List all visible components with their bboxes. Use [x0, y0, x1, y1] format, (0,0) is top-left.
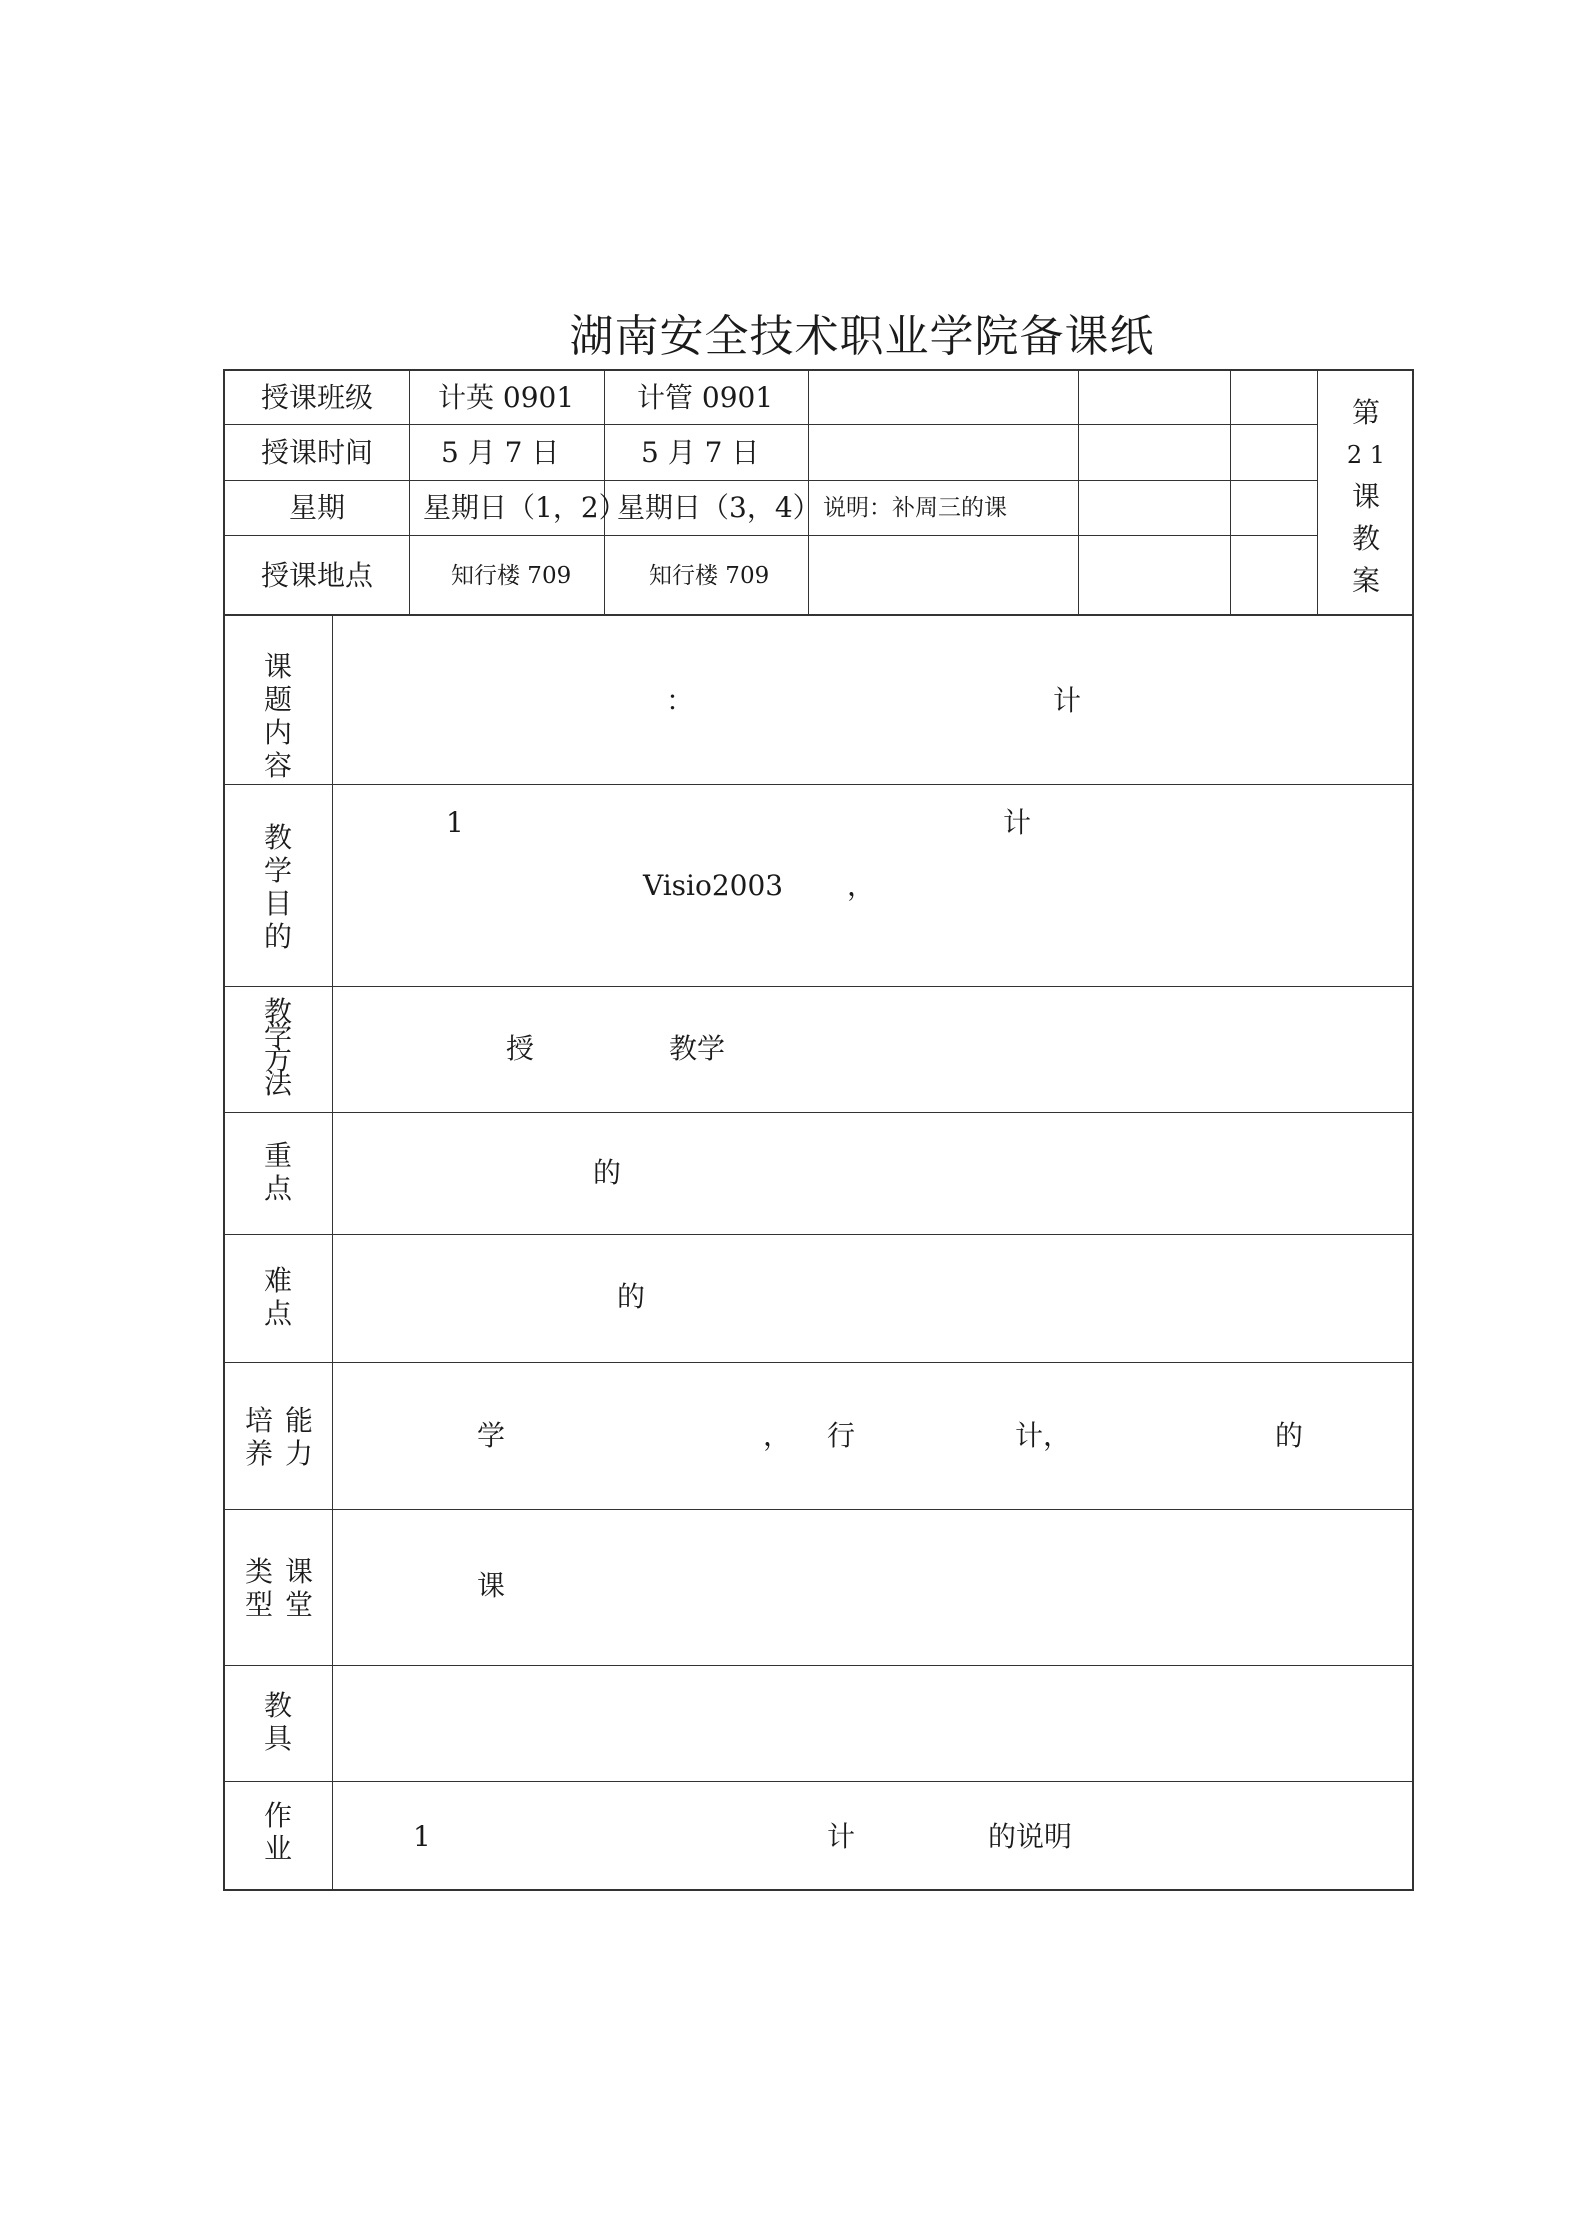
header-note: 说明：补周三的课: [823, 495, 1007, 521]
topic-fragment: 计: [1053, 684, 1082, 717]
topic-label: 课 题 内 容: [263, 650, 292, 782]
class1-weekday: 星期日（1，2）: [423, 491, 627, 524]
section-line: [223, 986, 1414, 987]
ability-fragment: 的: [1275, 1419, 1304, 1452]
class2-date: 5 月 7 日: [641, 436, 760, 469]
topic-fragment: ：: [666, 684, 695, 717]
lesson-number-char: 课: [1351, 480, 1380, 513]
class-type-label-col2: 课 堂: [285, 1555, 314, 1621]
class2-location: 知行楼 709: [649, 563, 770, 589]
lesson-number-char: 2 1: [1346, 441, 1386, 469]
objective-fragment: 1: [446, 806, 464, 839]
method-label: 教 学 方 法: [263, 995, 292, 1100]
label-class: 授课班级: [261, 381, 374, 414]
header-col-line: [409, 369, 410, 615]
difficulties-label: 难 点: [263, 1264, 292, 1330]
label-weekday: 星期: [289, 491, 346, 524]
header-row-line: [223, 535, 1317, 536]
class-type-fragment: 课: [477, 1569, 506, 1602]
lesson-number-char: 教: [1351, 522, 1380, 555]
ability-fragment: 行: [827, 1419, 856, 1452]
ability-label-col2: 能 力: [285, 1404, 314, 1470]
table-border-left: [223, 369, 225, 1891]
method-fragment: 教学: [669, 1032, 726, 1065]
class-type-label-col1: 类 型: [245, 1555, 274, 1621]
class1-date: 5 月 7 日: [441, 436, 560, 469]
ability-fragment: ，: [763, 1419, 792, 1452]
lesson-number-char: 第: [1351, 396, 1380, 429]
ability-fragment: 计，: [1015, 1419, 1072, 1452]
objective-label: 教 学 目 的: [263, 821, 292, 953]
table-border-right: [1412, 369, 1414, 1891]
key-points-fragment: 的: [593, 1156, 622, 1189]
key-points-label: 重 点: [263, 1139, 292, 1205]
ability-label-col1: 培 养: [245, 1404, 274, 1470]
class1-location: 知行楼 709: [451, 563, 572, 589]
method-fragment: 授: [506, 1032, 535, 1065]
section-line: [223, 1665, 1414, 1666]
section-line: [223, 1234, 1414, 1235]
section-line: [223, 1509, 1414, 1510]
objective-fragment: ，: [847, 869, 876, 902]
header-row-line: [223, 480, 1317, 481]
header-col-line: [1317, 369, 1318, 615]
homework-fragment: 1: [413, 1820, 431, 1853]
class2-weekday: 星期日（3，4）: [617, 491, 821, 524]
table-border-top: [223, 369, 1414, 371]
page-title: 湖南安全技术职业学院备课纸: [569, 311, 1155, 362]
class1-name: 计英 0901: [438, 381, 575, 414]
label-column-line: [332, 615, 333, 1891]
label-location: 授课地点: [261, 559, 374, 592]
lesson-number: [1331, 392, 1401, 602]
ability-fragment: 学: [477, 1419, 506, 1452]
homework-label: 作 业: [263, 1799, 292, 1865]
section-line: [223, 1781, 1414, 1782]
header-col-line: [1078, 369, 1079, 615]
homework-fragment: 的说明: [988, 1820, 1073, 1853]
section-line: [223, 784, 1414, 785]
class2-name: 计管 0901: [637, 381, 774, 414]
header-col-line: [1230, 369, 1231, 615]
objective-fragment: Visio2003: [643, 869, 784, 902]
header-row-line: [223, 424, 1317, 425]
label-time: 授课时间: [261, 436, 374, 469]
section-line: [223, 1112, 1414, 1113]
lesson-number-char: 案: [1351, 564, 1380, 597]
difficulties-fragment: 的: [617, 1280, 646, 1313]
objective-fragment: 计: [1003, 806, 1032, 839]
homework-fragment: 计: [827, 1820, 856, 1853]
teaching-aids-label: 教 具: [263, 1689, 292, 1755]
section-line: [223, 1362, 1414, 1363]
lesson-plan-table: [223, 369, 1414, 1891]
header-bottom-line: [223, 614, 1414, 616]
table-border-bottom: [223, 1889, 1414, 1891]
